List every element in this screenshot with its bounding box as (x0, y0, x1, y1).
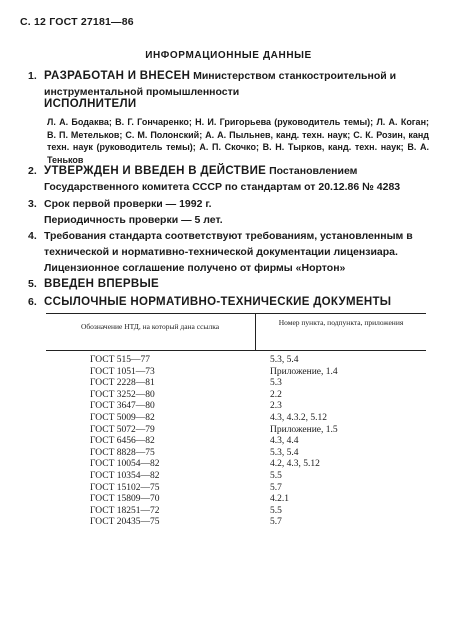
clause-reference: 2.3 (270, 401, 282, 412)
performers-list: Л. А. Бодаква; В. Г. Гончаренко; Н. И. Григорьева (руководитель темы); Л. А. Коган; В. П. Метельков; С. М. Полонский; А. А. Пыльнев, канд. техн. наук; С. К. Розин, канд техн. наук (руководитель темы); А. П. Скочко; В. Н. Тырков, канд. техн. наук; В. А. Теньков (47, 117, 429, 165)
table-row (90, 436, 338, 448)
section-4 (28, 228, 428, 276)
section-text: Требования стандарта соответствуют требованиям, установленным в технической и нормативно-технической документации лицензиара. Лицензионное соглашение получено от фирмы «Нортон» (44, 230, 413, 274)
clause-reference: 2.2 (270, 389, 282, 400)
clause-reference: 4.2.1 (270, 494, 289, 505)
clause-reference: 5.5 (270, 505, 282, 516)
section-text: Постановлением Государственного комитета СССР по стандартам от 20.12.86 № 4283 (44, 165, 401, 193)
document-code: ГОСТ 6456—82 (90, 436, 155, 447)
section-6 (28, 294, 428, 310)
table-row (90, 390, 338, 402)
clause-reference: 5.7 (270, 482, 282, 493)
section-text: Министерством станкостроительной и инструментальной промышленности (44, 70, 397, 98)
table-row (90, 448, 338, 460)
document-code: ГОСТ 5072—79 (90, 424, 155, 435)
document-code: ГОСТ 8828—75 (90, 447, 155, 458)
document-code: ГОСТ 10054—82 (90, 459, 160, 470)
clause-reference: 4.3, 4.4 (270, 436, 299, 447)
clause-reference: 4.3, 4.3.2, 5.12 (270, 412, 327, 423)
clause-reference: 5.3, 5.4 (270, 355, 299, 365)
table-row (90, 355, 338, 367)
performers-title: ИСПОЛНИТЕЛИ (44, 98, 137, 110)
document-code: ГОСТ 3252—80 (90, 389, 155, 400)
clause-reference: Приложение, 1.5 (270, 424, 338, 435)
table-row (90, 401, 338, 413)
section-number: 2. (28, 165, 37, 177)
table-row (90, 494, 338, 506)
clause-reference: 5.7 (270, 517, 282, 528)
section-text: Срок первой проверки — 1992 г. Периодичность проверки — 5 лет. (44, 198, 223, 226)
document-code: ГОСТ 5009—82 (90, 412, 155, 423)
table-row (90, 425, 338, 437)
document-code: ГОСТ 18251—72 (90, 505, 160, 516)
section-3 (28, 196, 288, 228)
document-code: ГОСТ 515—77 (90, 355, 150, 365)
table-row (90, 506, 338, 518)
document-code: ГОСТ 20435—75 (90, 517, 160, 528)
document-title: ИНФОРМАЦИОННЫЕ ДАННЫЕ (145, 50, 312, 61)
table-row (90, 483, 338, 495)
table-row (90, 413, 338, 425)
document-code: ГОСТ 1051—73 (90, 366, 155, 377)
section-lead: РАЗРАБОТАН И ВНЕСЕН (44, 70, 191, 82)
table-header-rule (46, 350, 426, 351)
document-code: ГОСТ 10354—82 (90, 470, 160, 481)
section-number: 3. (28, 198, 37, 210)
section-lead: ВВЕДЕН ВПЕРВЫЕ (44, 278, 159, 290)
table-column-divider (255, 313, 256, 350)
table-row (90, 471, 338, 483)
section-number: 1. (28, 70, 37, 82)
document-code: ГОСТ 2228—81 (90, 378, 155, 389)
page-header: С. 12 ГОСТ 27181—86 (20, 16, 134, 28)
clause-reference: Приложение, 1.4 (270, 366, 338, 377)
section-number: 5. (28, 278, 37, 290)
section-1 (28, 68, 428, 100)
document-code: ГОСТ 15102—75 (90, 482, 160, 493)
table-row (90, 459, 338, 471)
section-5 (28, 276, 428, 292)
table-row (90, 378, 338, 390)
section-lead: УТВЕРЖДЕН И ВВЕДЕН В ДЕЙСТВИЕ (44, 165, 267, 177)
reference-table-body (90, 355, 338, 529)
section-number: 6. (28, 296, 37, 308)
section-number: 4. (28, 230, 37, 242)
table-header-clause: Номер пункта, подпункта, приложения (278, 318, 404, 327)
clause-reference: 5.5 (270, 470, 282, 481)
section-lead: ССЫЛОЧНЫЕ НОРМАТИВНО-ТЕХНИЧЕСКИЕ ДОКУМЕНТЫ (44, 296, 392, 308)
clause-reference: 5.3 (270, 378, 282, 389)
clause-reference: 4.2, 4.3, 5.12 (270, 459, 320, 470)
table-row (90, 367, 338, 379)
document-code: ГОСТ 15809—70 (90, 494, 160, 505)
table-header-document: Обозначение НТД, на который дана ссылка (80, 322, 220, 331)
clause-reference: 5.3, 5.4 (270, 447, 299, 458)
document-code: ГОСТ 3647—80 (90, 401, 155, 412)
table-top-rule (46, 313, 426, 314)
table-row (90, 517, 338, 529)
section-2 (28, 163, 428, 195)
